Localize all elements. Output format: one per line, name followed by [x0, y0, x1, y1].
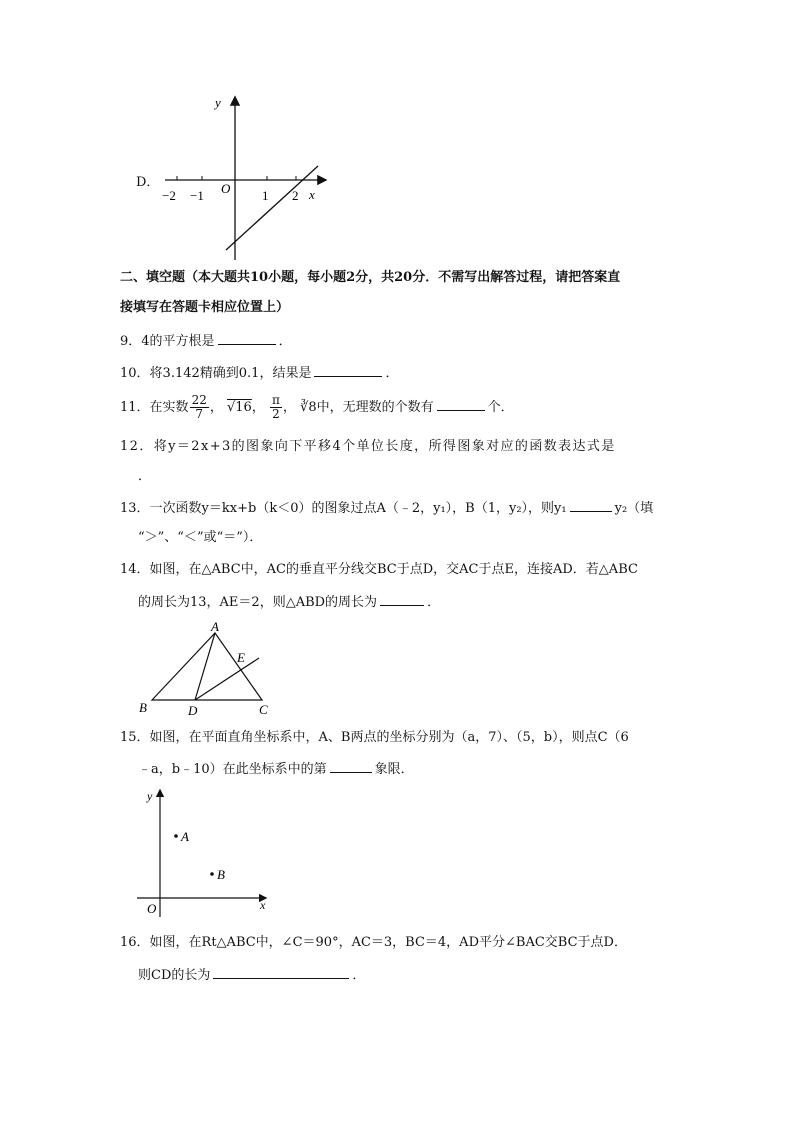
origin-label: O — [221, 181, 231, 196]
option-d-label: D． — [136, 175, 160, 190]
question-16-line2: 则CD的长为 ． — [138, 968, 366, 983]
fraction-22-7: $\frac{22}{7}$ — [191, 393, 207, 421]
tick-label: 2 — [292, 188, 299, 203]
answer-blank[interactable] — [570, 499, 612, 512]
y-axis-label: y — [147, 789, 153, 803]
x-axis-label: x — [309, 187, 315, 202]
x-axis-label: x — [260, 898, 266, 912]
answer-blank[interactable] — [218, 332, 276, 345]
section-heading-line1: 二、填空题（本大题共10小题，每小题2分，共20分．不需写出解答过程，请把答案直 — [120, 270, 621, 285]
question-15-line1: 15．如图，在平面直角坐标系中，A、B两点的坐标分别为（a，7）、（5，b），则点C（6 — [120, 730, 629, 745]
answer-blank[interactable] — [330, 760, 372, 773]
tick-label: −2 — [162, 188, 176, 203]
point-label-a: A — [211, 619, 219, 634]
point-label-d: D — [188, 703, 198, 718]
question-9: 9．4的平方根是 ． — [120, 334, 292, 349]
function-line — [226, 166, 318, 250]
question-14-line1: 14．如图，在△ABC中，AC的垂直平分线交BC于点D，交AC于点E，连接AD．若△ABC — [120, 562, 638, 577]
question-16-line1: 16．如图，在Rt△ABC中，∠C＝90°，AC＝3，BC＝4，AD平分∠BAC交BC于点D． — [120, 935, 627, 950]
point-label-b: B — [217, 867, 225, 882]
fraction-pi-2: $\frac{\pi}{2}$ — [271, 393, 280, 421]
section-heading-line2: 接填写在答题卡相应位置上） — [120, 300, 290, 315]
question-11: 11．在实数 $\frac{22}{7}$ ， √16， $\frac{\pi}{2}$ ， ∛8中，无理数的个数有 个． — [120, 393, 514, 421]
answer-blank[interactable] — [380, 593, 424, 606]
tick-label: −1 — [190, 188, 204, 203]
point-label-e: E — [237, 650, 245, 665]
point-b — [210, 872, 214, 876]
answer-blank[interactable] — [437, 398, 485, 411]
point-label-b: B — [139, 700, 147, 715]
point-label-a: A — [181, 829, 189, 844]
point-label-c: C — [259, 702, 268, 717]
tick-label: 1 — [262, 188, 269, 203]
question-12-line1: 12．将y＝2x+3的图象向下平移4个单位长度，所得图象对应的函数表达式是 — [120, 439, 616, 454]
question-12-line2: ． — [138, 469, 152, 484]
answer-blank[interactable] — [314, 364, 382, 377]
point-a — [174, 834, 178, 838]
origin-label: O — [147, 901, 157, 916]
answer-blank[interactable] — [213, 966, 349, 979]
question-15-line2: ﹣a，b﹣10）在此坐标系中的第 象限． — [138, 762, 414, 777]
question-14-line2: 的周长为13，AE＝2，则△ABD的周长为 ． — [138, 595, 441, 610]
option-d-graph — [150, 90, 340, 265]
triangle-figure-14 — [135, 618, 285, 718]
y-axis-label: y — [215, 95, 221, 110]
question-10: 10．将3.142精确到0.1，结果是 ． — [120, 366, 399, 381]
question-13-line2: “＞”、“＜”或“＝”）． — [138, 530, 263, 545]
coordinate-figure-15 — [135, 785, 285, 920]
question-13-line1: 13．一次函数y＝kx+b（k＜0）的图象过点A（﹣2，y₁），B（1，y₂），则y₁ y₂（填 — [120, 501, 654, 516]
